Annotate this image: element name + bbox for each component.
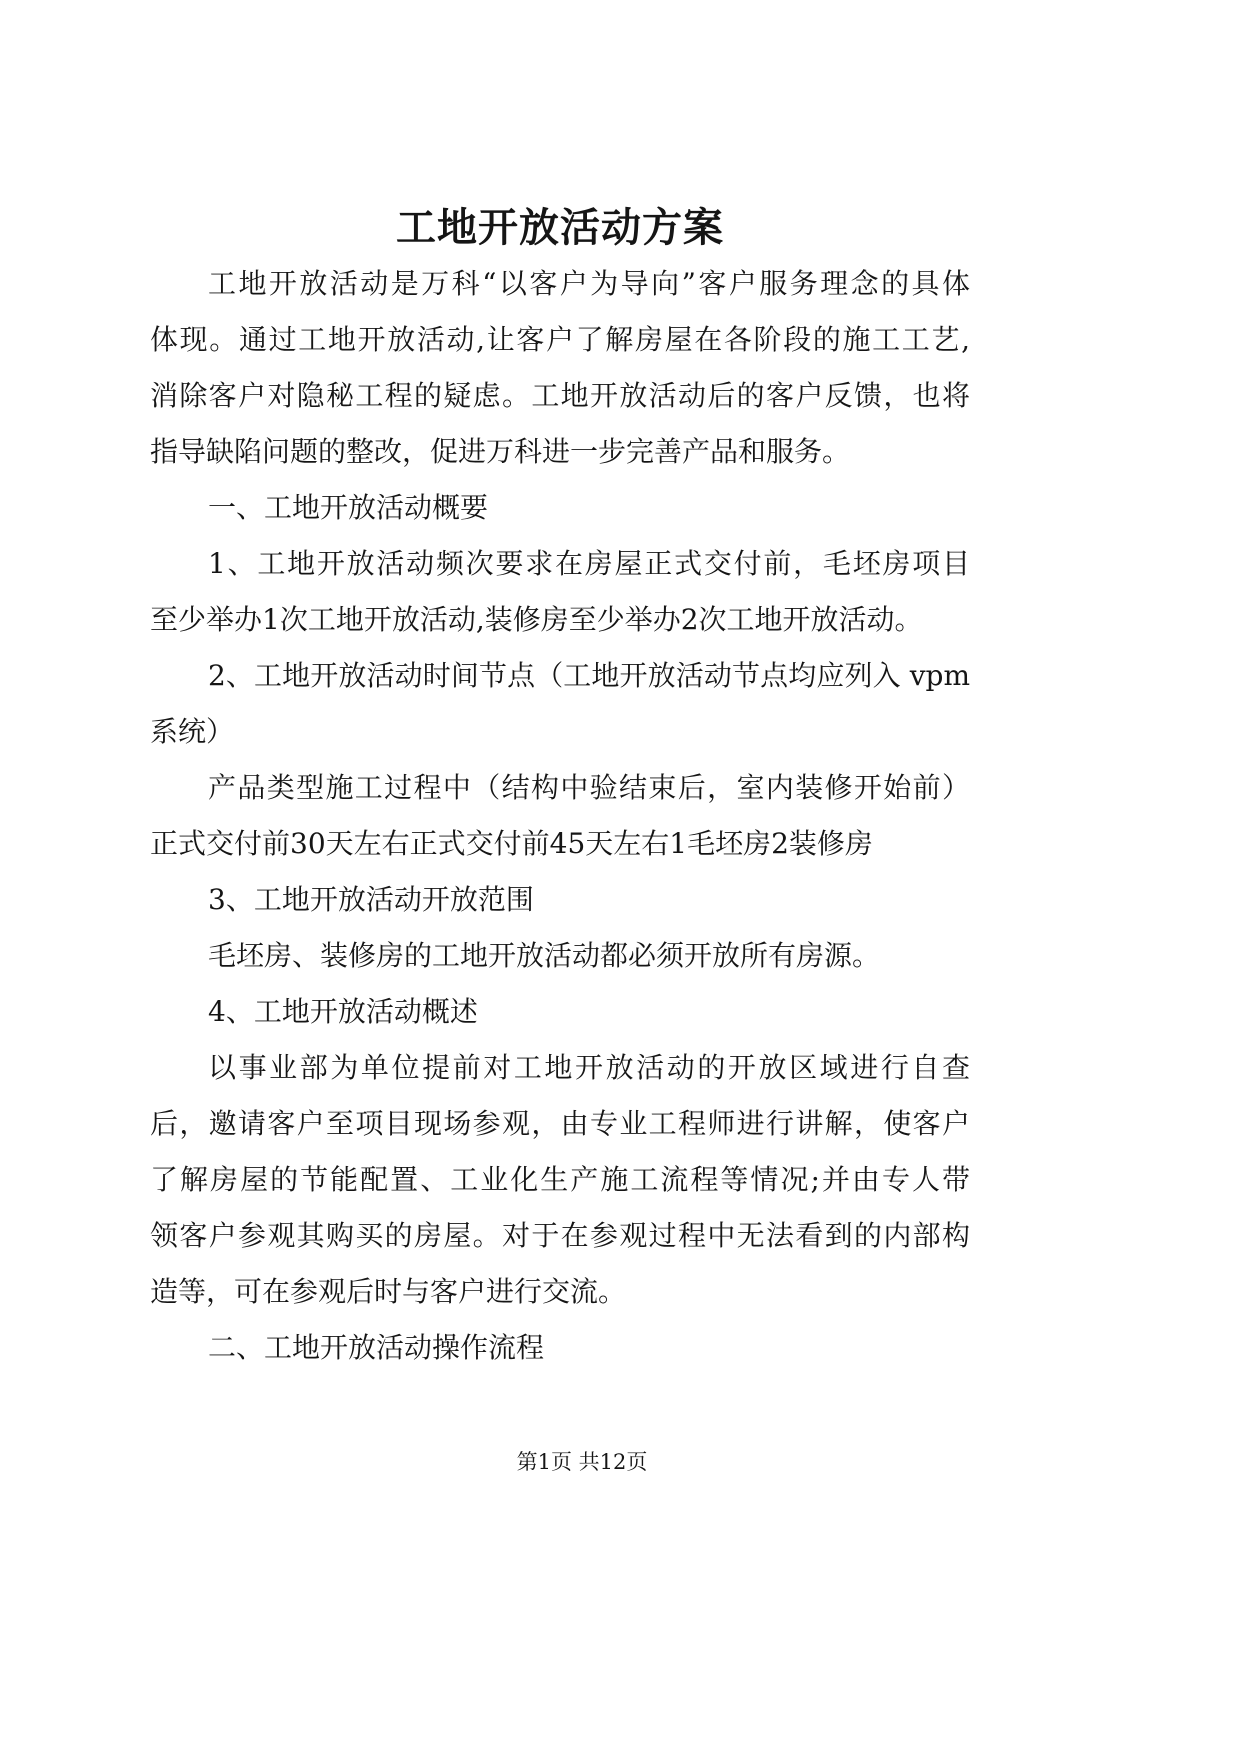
text-line: 产品类型施工过程中（结构中验结束后，室内装修开始前） [208,771,970,804]
text-line: 毛坯房、装修房的工地开放活动都必须开放所有房源。 [208,939,881,972]
paragraph-overview [150,1040,970,1320]
paragraph-time-nodes [150,648,970,760]
text-line: 了解房屋的节能配置、工业化生产施工流程等情况;并由专人带 [150,1163,970,1196]
document-body [150,256,970,1376]
text-line: 指导缺陷问题的整改，促进万科进一步完善产品和服务。 [150,435,851,468]
paragraph-intro [150,256,970,480]
text-line: 至少举办1次工地开放活动,装修房至少举办2次工地开放活动。 [150,603,923,636]
text-line: 造等，可在参观后时与客户进行交流。 [150,1275,627,1308]
text-line: 2、工地开放活动时间节点（工地开放活动节点均应列入 vpm [208,659,970,692]
subsection-heading: 4、工地开放活动概述 [208,995,478,1028]
text-line: 工地开放活动是万科“以客户为导向”客户服务理念的具体 [208,267,970,300]
text-line: 领客户参观其购买的房屋。对于在参观过程中无法看到的内部构 [150,1219,970,1252]
section-heading-2 [150,1320,970,1376]
paragraph-product-types [150,760,970,872]
text-line: 系统） [150,715,235,748]
paragraph-frequency [150,536,970,648]
text-line: 体现。通过工地开放活动,让客户了解房屋在各阶段的施工工艺, [150,323,970,356]
text-line: 正式交付前30天左右正式交付前45天左右1毛坯房2装修房 [150,827,873,860]
subheading-overview [150,984,970,1040]
subheading-scope [150,872,970,928]
text-line: 消除客户对隐秘工程的疑虑。工地开放活动后的客户反馈，也将 [150,379,970,412]
section-heading: 一、工地开放活动概要 [208,491,489,524]
section-heading-1 [150,480,970,536]
section-heading: 二、工地开放活动操作流程 [208,1331,545,1364]
paragraph-scope [150,928,970,984]
text-line: 后，邀请客户至项目现场参观，由专业工程师进行讲解，使客户 [150,1107,970,1140]
subsection-heading: 3、工地开放活动开放范围 [208,883,534,916]
page-footer: 第1页 共12页 [516,1450,648,1474]
text-line: 1、工地开放活动频次要求在房屋正式交付前，毛坯房项目 [208,547,970,580]
document-title: 工地开放活动方案 [396,204,724,251]
text-line: 以事业部为单位提前对工地开放活动的开放区域进行自查 [208,1051,970,1084]
